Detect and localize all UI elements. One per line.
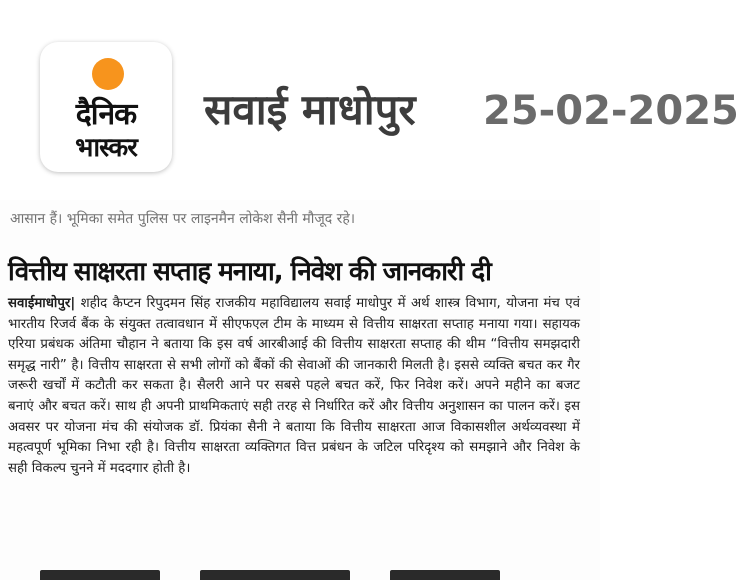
edition-date: 25-02-2025 bbox=[483, 88, 739, 134]
article-body bbox=[8, 294, 580, 479]
article-body-text: शहीद कैप्टन रिपुदमन सिंह राजकीय महाविद्यालय सवाई माधोपुर में अर्थ शास्त्र विभाग, योजना मंच एवं भारतीय रिजर्व बैंक के संयुक्त तत्वावधान में सीएफएल टीम के माध्यम से वित्तीय साक्षरता सप्ताह मनाया गया। सहायक एरिया प्रबंधक अंतिमा चौहान ने बताया कि इस वर्ष आरबीआई की वित्तीय साक्षरता सप्ताह की थीम “वित्तीय समझदारी समृद्ध नारी” है। वित्तीय साक्षरता से सभी लोगों को बैंकों की सेवाओं की जानकारी मिलती है। इससे व्यक्ति बचत कर गैर जरूरी खर्चों में कटौती कर सकता है। सैलरी आने पर सबसे पहले बचत करें, फिर निवेश करें। अपने महीने का बजट बनाएं और बचत करें। साथ ही अपनी प्राथमिकताएं सही तरह से निर्धारित करें और वित्तीय अनुशासन का पालन करें। इस अवसर पर योजना मंच की संयोजक डॉ. प्रियंका सैनी ने बताया कि वित्तीय साक्षरता आज विकासशील अर्थव्यवस्था में महत्वपूर्ण भूमिका निभा रही है। वित्तीय साक्षरता व्यक्तिगत वित्त प्रबंधन के जटिल परिदृश्य को समझाने और निवेश के सही विकल्प चुनने में मददगार होती है। bbox=[8, 296, 581, 476]
dainik-bhaskar-logo bbox=[40, 42, 172, 172]
cut-off-bottom-line bbox=[40, 570, 580, 580]
article-headline: वित्तीय साक्षरता सप्ताह मनाया, निवेश की जानकारी दी bbox=[8, 257, 491, 287]
logo-line-1: दैनिक bbox=[75, 97, 137, 132]
logo-line-2: भास्कर bbox=[75, 133, 137, 163]
edition-city: सवाई माधोपुर bbox=[204, 85, 416, 134]
article-dateline: सवाईमाधोपुर| bbox=[8, 296, 76, 311]
newspaper-clipping bbox=[0, 200, 600, 580]
sun-icon bbox=[92, 58, 124, 90]
cut-off-top-line: आसान हैं। भूमिका समेत पुलिस पर लाइनमैन लोकेश सैनी मौजूद रहे। bbox=[10, 211, 356, 227]
page-header bbox=[0, 0, 743, 180]
